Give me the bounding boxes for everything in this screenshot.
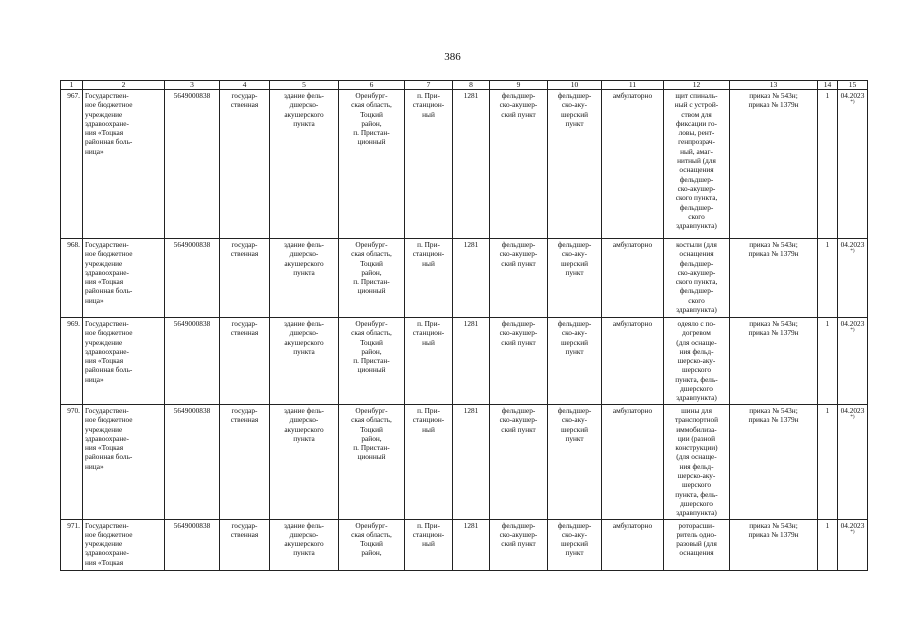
quantity-cell: 1: [818, 405, 838, 520]
date-cell: [838, 519, 868, 570]
table-row: [61, 318, 868, 405]
ownership-cell: государ- ственная: [220, 519, 270, 570]
building-cell: здание фель- дшерско- акушерского пункта: [270, 90, 339, 239]
row-number: 967.: [61, 90, 83, 239]
inn-cell: 5649000838: [165, 239, 220, 318]
building-cell: здание фель- дшерско- акушерского пункта: [270, 519, 339, 570]
building-cell: здание фель- дшерско- акушерского пункта: [270, 405, 339, 520]
organization-cell: Государствен- ное бюджетное учреждение здравоохране- ния «Тоцкая районная боль- ница»: [83, 318, 165, 405]
unit-type-cell: фельдшер- ско-аку- шерский пункт: [548, 90, 602, 239]
address-cell: Оренбург- ская область, Тоцкий район, п. Пристан- ционный: [339, 239, 405, 318]
code-cell: 1281: [453, 239, 490, 318]
address-cell: Оренбург- ская область, Тоцкий район, п. Пристан- ционный: [339, 318, 405, 405]
date-cell: [838, 405, 868, 520]
unit-type-cell: фельдшер- ско-аку- шерский пункт: [548, 519, 602, 570]
building-cell: здание фель- дшерско- акушерского пункта: [270, 318, 339, 405]
organization-cell: Государствен- ное бюджетное учреждение здравоохране- ния «Тоцкая: [83, 519, 165, 570]
locality-cell: п. При- станцион- ный: [405, 90, 453, 239]
order-cell: приказ № 543н; приказ № 1379н: [730, 239, 818, 318]
column-header: 4: [220, 81, 270, 90]
column-header: 6: [339, 81, 405, 90]
ownership-cell: государ- ственная: [220, 405, 270, 520]
inn-cell: 5649000838: [165, 519, 220, 570]
equipment-cell: костыли (для оснащения фельдшер- ско-акушер- ского пункта, фельдшер- ского здравпункта): [664, 239, 730, 318]
mode-cell: амбулаторно: [602, 405, 664, 520]
order-cell: приказ № 543н; приказ № 1379н: [730, 405, 818, 520]
column-header: 10: [548, 81, 602, 90]
locality-cell: п. При- станцион- ный: [405, 239, 453, 318]
code-cell: 1281: [453, 90, 490, 239]
unit-cell: фельдшер- ско-акушер- ский пункт: [490, 405, 548, 520]
row-number: 970.: [61, 405, 83, 520]
code-cell: 1281: [453, 318, 490, 405]
unit-cell: фельдшер- ско-акушер- ский пункт: [490, 318, 548, 405]
date-cell: [838, 318, 868, 405]
date-text: 04.2023: [840, 240, 865, 249]
column-header: 1: [61, 81, 83, 90]
date-text: 04.2023: [840, 91, 865, 100]
row-number: 971.: [61, 519, 83, 570]
date-footnote: *): [850, 415, 855, 421]
row-number: 968.: [61, 239, 83, 318]
date-footnote: *): [850, 328, 855, 334]
column-header: 7: [405, 81, 453, 90]
mode-cell: амбулаторно: [602, 318, 664, 405]
mode-cell: амбулаторно: [602, 519, 664, 570]
equipment-cell: шины для транспортной иммобилиза- ции (разной конструкции) (для оснаще- ния фельд- шерско-аку- шерского пункта, фель- дшерского здравпункта): [664, 405, 730, 520]
register-table: [60, 80, 868, 571]
date-text: 04.2023: [840, 319, 865, 328]
address-cell: Оренбург- ская область, Тоцкий район, п. Пристан- ционный: [339, 405, 405, 520]
column-header: 3: [165, 81, 220, 90]
building-cell: здание фель- дшерско- акушерского пункта: [270, 239, 339, 318]
date-footnote: *): [850, 529, 855, 535]
locality-cell: п. При- станцион- ный: [405, 318, 453, 405]
equipment-cell: одеяло с по- догревом (для оснаще- ния фельд- шерско-аку- шерского пункта, фель- дшерского здравпункта): [664, 318, 730, 405]
quantity-cell: 1: [818, 318, 838, 405]
table-row: [61, 239, 868, 318]
mode-cell: амбулаторно: [602, 90, 664, 239]
code-cell: 1281: [453, 519, 490, 570]
inn-cell: 5649000838: [165, 90, 220, 239]
inn-cell: 5649000838: [165, 405, 220, 520]
unit-type-cell: фельдшер- ско-аку- шерский пункт: [548, 405, 602, 520]
order-cell: приказ № 543н; приказ № 1379н: [730, 318, 818, 405]
ownership-cell: государ- ственная: [220, 239, 270, 318]
column-header: 2: [83, 81, 165, 90]
column-header: 5: [270, 81, 339, 90]
locality-cell: п. При- станцион- ный: [405, 519, 453, 570]
unit-cell: фельдшер- ско-акушер- ский пункт: [490, 239, 548, 318]
date-cell: [838, 90, 868, 239]
quantity-cell: 1: [818, 90, 838, 239]
table-row: [61, 90, 868, 239]
order-cell: приказ № 543н; приказ № 1379н: [730, 90, 818, 239]
inn-cell: 5649000838: [165, 318, 220, 405]
column-number-row: [61, 81, 868, 90]
date-footnote: *): [850, 249, 855, 255]
date-cell: [838, 239, 868, 318]
mode-cell: амбулаторно: [602, 239, 664, 318]
date-footnote: *): [850, 100, 855, 106]
table-row: [61, 405, 868, 520]
column-header: 14: [818, 81, 838, 90]
organization-cell: Государствен- ное бюджетное учреждение здравоохране- ния «Тоцкая районная боль- ница»: [83, 405, 165, 520]
code-cell: 1281: [453, 405, 490, 520]
column-header: 13: [730, 81, 818, 90]
equipment-cell: роторасши- ритель одно- разовый (для оснащения: [664, 519, 730, 570]
organization-cell: Государствен- ное бюджетное учреждение здравоохране- ния «Тоцкая районная боль- ница»: [83, 239, 165, 318]
column-header: 9: [490, 81, 548, 90]
column-header: 8: [453, 81, 490, 90]
page-number: 386: [444, 51, 461, 63]
unit-cell: фельдшер- ско-акушер- ский пункт: [490, 90, 548, 239]
quantity-cell: 1: [818, 239, 838, 318]
column-header: 12: [664, 81, 730, 90]
address-cell: Оренбург- ская область, Тоцкий район,: [339, 519, 405, 570]
unit-type-cell: фельдшер- ско-аку- шерский пункт: [548, 318, 602, 405]
quantity-cell: 1: [818, 519, 838, 570]
date-text: 04.2023: [840, 520, 865, 530]
column-header: 15: [838, 81, 868, 90]
organization-cell: Государствен- ное бюджетное учреждение здравоохране- ния «Тоцкая районная боль- ница»: [83, 90, 165, 239]
unit-cell: фельдшер- ско-акушер- ский пункт: [490, 519, 548, 570]
row-number: 969.: [61, 318, 83, 405]
address-cell: Оренбург- ская область, Тоцкий район, п. Пристан- ционный: [339, 90, 405, 239]
order-cell: приказ № 543н; приказ № 1379н: [730, 519, 818, 570]
equipment-cell: щит спиналь- ный с устрой- ством для фиксации го- ловы, рент- генпрозрач- ный, амаг- нитный (для оснащения фельдшер- ско-акушер- ского пункта, фельдшер- ского здравпункта): [664, 90, 730, 239]
column-header: 11: [602, 81, 664, 90]
table-row: [61, 519, 868, 570]
locality-cell: п. При- станцион- ный: [405, 405, 453, 520]
ownership-cell: государ- ственная: [220, 318, 270, 405]
unit-type-cell: фельдшер- ско-аку- шерский пункт: [548, 239, 602, 318]
date-text: 04.2023: [840, 406, 865, 415]
ownership-cell: государ- ственная: [220, 90, 270, 239]
